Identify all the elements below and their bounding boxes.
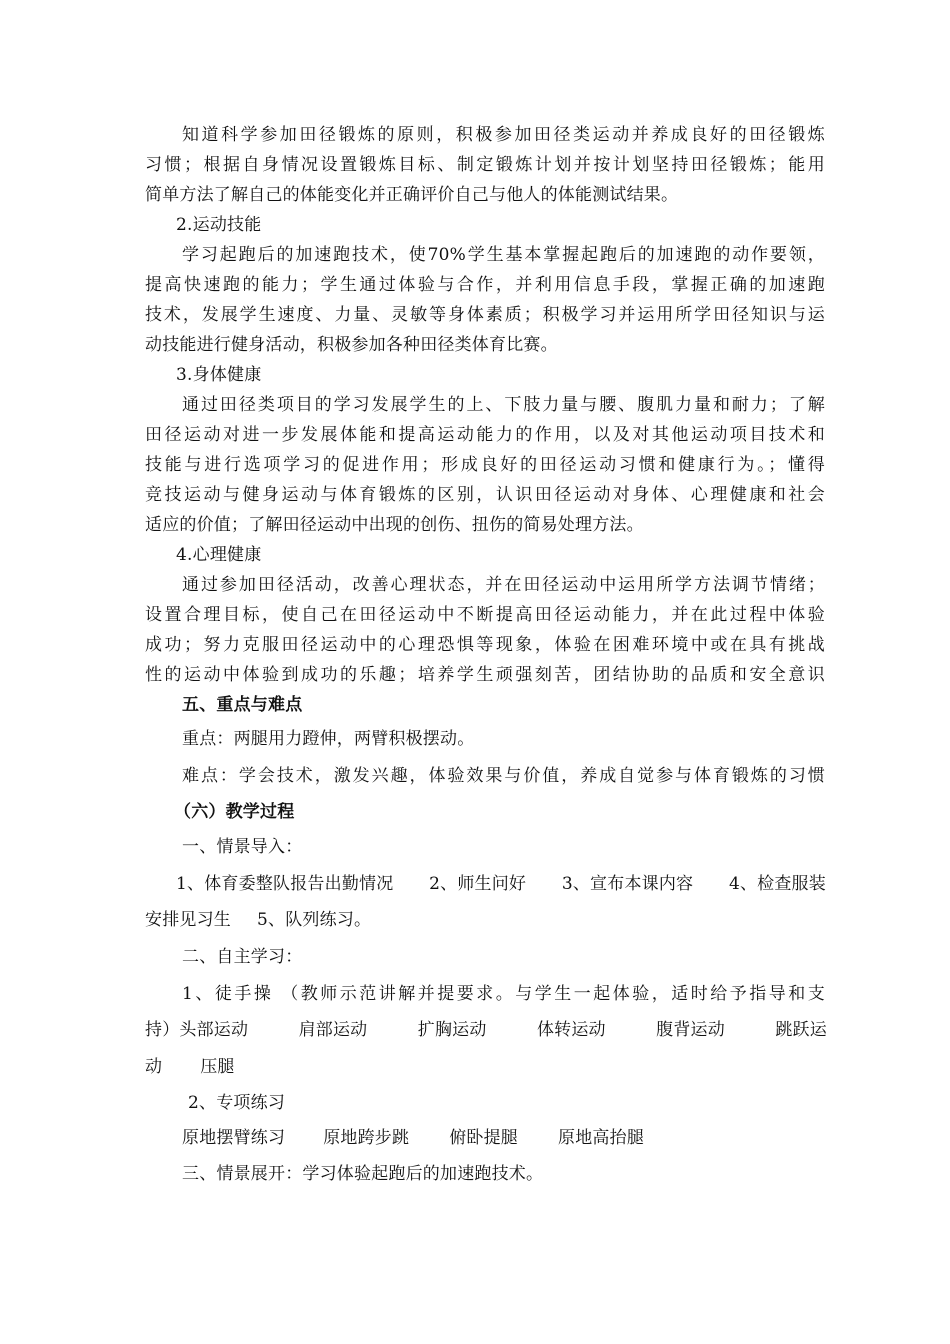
list-item: 俯卧提腿 [449,1128,519,1148]
paragraph-line: 适应的价值；了解田径运动中出现的创伤、扭伤的简易处理方法。 [145,515,644,535]
paragraph-line: 提高快速跑的能力；学生通过体验与合作，并利用信息手段，掌握正确的加速跑 [145,275,825,295]
intro-items-row [176,873,826,895]
section-heading-mental-health: 4.心理健康 [176,545,262,565]
paragraph-line: 知道科学参加田径锻炼的原则，积极参加田径类运动并养成良好的田径锻炼 [182,125,825,145]
paragraph-line: 动技能进行健身活动，积极参加各种田径类体育比赛。 [145,335,558,355]
paragraph-line: 技能与进行选项学习的促进作用；形成良好的田径运动习惯和健康行为。；懂得 [145,455,825,475]
list-item: 原地高抬腿 [558,1128,645,1148]
list-item: 腹背运动 [656,1020,725,1040]
exercise-list-row [145,1019,827,1041]
section-heading-key-points: 五、重点与难点 [182,695,303,715]
list-item: 1、体育委整队报告出勤情况 [176,874,394,894]
list-item: 2、师生问好 [429,874,527,894]
self-study-item2-title: 2、专项练习 [188,1093,286,1113]
section-heading-motor-skills: 2.运动技能 [176,215,262,235]
paragraph-line: 习惯；根据自身情况设置锻炼目标、制定锻炼计划并按计划坚持田径锻炼；能用 [145,155,825,175]
paragraph-line: 田径运动对进一步发展体能和提高运动能力的作用，以及对其他运动项目技术和 [145,425,825,445]
paragraph-line: 简单方法了解自己的体能变化并正确评价自己与他人的体能测试结果。 [145,185,679,205]
paragraph-line: 通过田径类项目的学习发展学生的上、下肢力量与腰、腹肌力量和耐力；了解 [182,395,825,415]
intro-title: 一、情景导入： [182,837,303,857]
list-item: 动 [145,1057,163,1077]
section-heading-physical-health: 3.身体健康 [176,365,262,385]
expansion-title: 三、情景展开：学习体验起跑后的加速跑技术。 [182,1164,544,1184]
list-item: 4、检查服装 [728,874,826,894]
exercise-list-row [182,1127,862,1149]
paragraph-line: 成功；努力克服田径运动中的心理恐惧等现象，体验在困难环境中或在具有挑战 [145,635,825,655]
paragraph-line: 通过参加田径活动，改善心理状态，并在田径运动中运用所学方法调节情绪； [182,575,825,595]
paragraph-line: 性的运动中体验到成功的乐趣；培养学生顽强刻苦，团结协助的品质和安全意识 [145,665,825,685]
list-item: 扩胸运动 [417,1020,487,1040]
list-item: 安排见习生 [145,910,231,930]
paragraph-line: 竞技运动与健身运动与体育锻炼的区别，认识田径运动对身体、心理健康和社会 [145,485,825,505]
list-item: 3、宣布本课内容 [561,874,694,894]
list-item: 肩部运动 [298,1020,368,1040]
self-study-item1-line: 1、徒手操 （教师示范讲解并提要求。与学生一起体验，适时给予指导和支 [182,984,825,1004]
section-heading-teaching-process: （六）教学过程 [174,802,295,822]
difficulty-text: 难点：学会技术，激发兴趣，体验效果与价值，养成自觉参与体育锻炼的习惯 [182,766,825,786]
key-point-text: 重点：两腿用力蹬伸，两臂积极摆动。 [182,729,475,749]
list-item: 压腿 [200,1057,235,1077]
self-study-title: 二、自主学习： [182,947,303,967]
exercise-list-row [145,1056,825,1078]
list-item: 原地跨步跳 [323,1128,410,1148]
paragraph-line: 技术，发展学生速度、力量、灵敏等身体素质；积极学习并运用所学田径知识与运 [145,305,825,325]
list-item: 5、队列练习。 [257,910,372,930]
list-item: 持）头部运动 [145,1020,249,1040]
list-item: 体转运动 [536,1020,606,1040]
paragraph-line: 学习起跑后的加速跑技术，使70%学生基本掌握起跑后的加速跑的动作要领， [182,245,825,265]
list-item: 跳跃运 [775,1020,827,1040]
list-item: 原地摆臂练习 [182,1128,286,1148]
intro-items-row [145,909,825,931]
paragraph-line: 设置合理目标，使自己在田径运动中不断提高田径运动能力，并在此过程中体验 [145,605,825,625]
